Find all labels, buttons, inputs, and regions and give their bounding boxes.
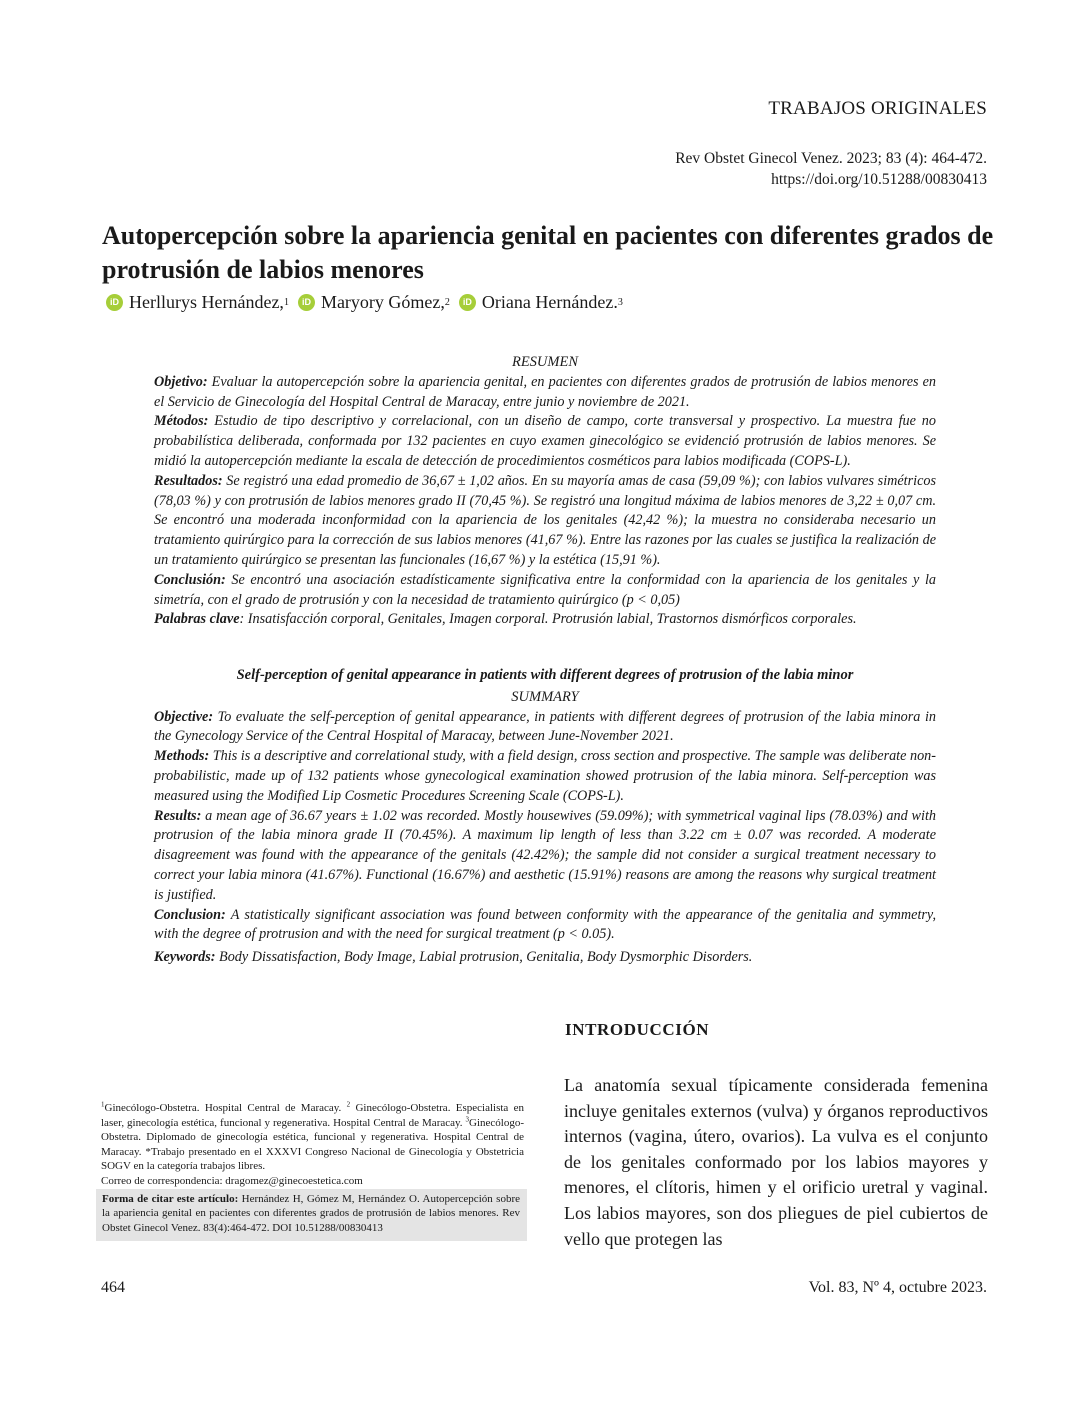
text: Evaluar la autopercepción sobre la apariencia genital, en pacientes con diferentes grados de protrusión de labios menores en el Servicio de Ginecología del Hospital Central de Maracay, entre junio y noviembre de 2021. [154,373,936,410]
text: a mean age of 36.67 years ± 1.02 was recorded. Mostly housewives (59.09%); with symmetrical vaginal lips (78.03%) and with protrusion of the labia minora grade II (70.45%). A maximum lip length of less than 3.22 cm ± 0.07 was recorded. A moderate disagreement was found with the appearance of the genitals (42.42%); the sample did not consider a surgical treatment necessary to correct your labia minora (41.67%). Functional (16.67%) and aesthetic (15.91%) reasons are among the reasons why surgical treatment is justified. [154,807,936,903]
resumen-heading: RESUMEN [511,354,579,370]
label: Objective: [154,708,214,725]
footnotes [101,1101,524,1189]
footnote-text: Ginecólogo-Obstetra. Especialista en laser, ginecología estética, funcional y regenerativa. Hospital Central de Maracay. [101,1102,524,1129]
summary-block [154,666,936,968]
resumen-block [154,353,936,630]
article-title: Autopercepción sobre la apariencia genital en pacientes con diferentes grados de protrusión de labios menores [102,221,994,284]
footnote-text: Ginecólogo-Obstetra. Hospital Central de Maracay. [104,1102,347,1114]
english-title: Self-perception of genital appearance in patients with different degrees of protrusion of the labia minor [236,667,854,683]
footnote-marker: 1 [101,1100,105,1109]
journal-citation [675,148,987,190]
author-3: iD Oriana Hernández. 3 [459,292,623,313]
orcid-icon[interactable]: iD [106,294,123,311]
text: This is a descriptive and correlational study, with a field design, cross section and prospective. The sample was deliberate non-probabilistic, made up of 132 patients whose gynecological examination showed protrusion of the labia minora. Self-perception was measured using the Modified Lip Cosmetic Procedures Screening Scale (COPS-L). [154,748,936,804]
label: Results: [154,807,202,824]
label: Objetivo: [154,373,208,390]
resumen-conclusion [154,571,936,611]
author-2: iD Maryory Gómez, 2 [298,292,450,313]
text: A statistically significant association was found between conformity with the appearance of the genitalia and symmetry, with the degree of protrusion and with the need for surgical treatment (p < 0.05). [154,906,936,943]
summary-heading: SUMMARY [511,688,579,705]
footnote-text: Ginecólogo-Obstetra. Diplomado de ginecología estética, funcional y regenerativa. Hospital Central de Maracay. *Trabajo presentado en el XXXVI Congreso Nacional de Ginecología y Obstetricia SOGV en la categoría trabajos libres. [101,1116,524,1173]
orcid-icon[interactable]: iD [298,294,315,311]
label: Palabras clave [154,611,240,628]
label: Conclusion: [154,906,226,923]
author-name: Herllurys Hernández, [129,292,284,312]
introduction-paragraph: La anatomía sexual típicamente considerada femenina incluye genitales externos (vulva) y órganos reproductivos internos (vagina, útero, ovarios). La vulva es el conjunto de los genitales conformado por los labios mayores y menores, el clítoris, himen y el orificio uretral y vaginal. Los labios mayores, son dos pliegues de piel cubiertos de vello que protegen las [564,1075,988,1249]
label: Conclusión: [154,571,226,588]
text: To evaluate the self-perception of genital appearance, in patients with different degrees of protrusion of the labia minora in the Gynecology Service of the Central Hospital of Maracay, between June-November 2021. [154,708,936,745]
author-list [106,292,632,313]
affiliations [101,1101,524,1174]
text: Se encontró una asociación estadísticamente significativa entre la conformidad con la apariencia de los genitales y la simetría, con el grado de protrusión y con la necesidad de tratamiento quirúrgico (p < 0,05) [154,571,936,608]
summary-objective [154,708,936,748]
author-name: Oriana Hernández. [481,292,618,312]
volume-info: Vol. 83, Nº 4, octubre 2023. [808,1279,987,1296]
label: Forma de citar este artículo: [102,1193,239,1205]
text: Body Dissatisfaction, Body Image, Labial protrusion, Genitalia, Body Dysmorphic Disorders. [215,949,753,966]
label: Methods: [154,748,210,765]
summary-results [154,807,936,906]
footnote-marker: 3 [465,1114,470,1123]
orcid-icon[interactable]: iD [459,294,476,311]
text: Se registró una edad promedio de 36,67 ± 1,02 años. En su mayoría amas de casa (59,09 %); con labios vulvares simétricos (78,03 %) y con protrusión de labios menores grado II (70,45 %). Se registró una longitud máxima de labios menores de 3,22 ± 0,07 cm. Se encontró una moderada inconformidad con la apariencia de los genitales (42,42 %); la muestra no consideraba necesario un tratamiento quirúrgico para la corrección de sus labios menores (41,67 %). Entre las razones por las cuales se justifica la realización de un tratamiento quirúrgico se presentan las funcionales (16,67 %) y la estética (15,91 %). [154,472,936,568]
label: Resultados: [154,472,223,489]
author-name: Maryory Gómez, [320,292,445,312]
footnote-marker: 2 [346,1100,351,1109]
text: Hernández H, Gómez M, Hernández O. Autopercepción sobre la apariencia genital en pacientes con diferentes grados de protrusión de labios menores. Rev Obstet Ginecol Venez. 83(4):464-472. DOI 10.51288/00830413 [102,1193,520,1234]
text: : Insatisfacción corporal, Genitales, Imagen corporal. Protrusión labial, Trastornos dismórficos corporales. [239,611,857,628]
label: Métodos: [154,413,209,430]
summary-keywords [154,948,936,968]
journal-reference: Rev Obstet Ginecol Venez. 2023; 83 (4): 464-472. [675,150,987,167]
introduction-body [564,1073,988,1252]
label: Keywords: [154,949,216,966]
doi-link[interactable]: https://doi.org/10.51288/00830413 [771,171,987,188]
correspondence: Correo de correspondencia: dragomez@ginecoestetica.com [101,1174,363,1187]
summary-conclusion [154,906,936,946]
introduction-heading: INTRODUCCIÓN [565,1020,710,1039]
text: Estudio de tipo descriptivo y correlacional, con un diseño de campo, corte transversal y prospectivo. La muestra fue no probabilística deliberada, conformada por 132 pacientes en cuyo examen ginecológico se evidenció protrusión de labios menores. Se midió la autopercepción mediante la escala de detección de procedimientos cosméticos para labios modificada (COPS-L). [154,413,936,469]
resumen-metodos [154,412,936,471]
resumen-objetivo [154,373,936,413]
page-number: 464 [101,1279,125,1296]
summary-methods [154,747,936,806]
author-1: iD Herllurys Hernández, 1 [106,292,289,313]
resumen-resultados [154,472,936,571]
citation-box [96,1189,527,1241]
section-tag: TRABAJOS ORIGINALES [768,98,987,119]
resumen-keywords [154,610,936,630]
